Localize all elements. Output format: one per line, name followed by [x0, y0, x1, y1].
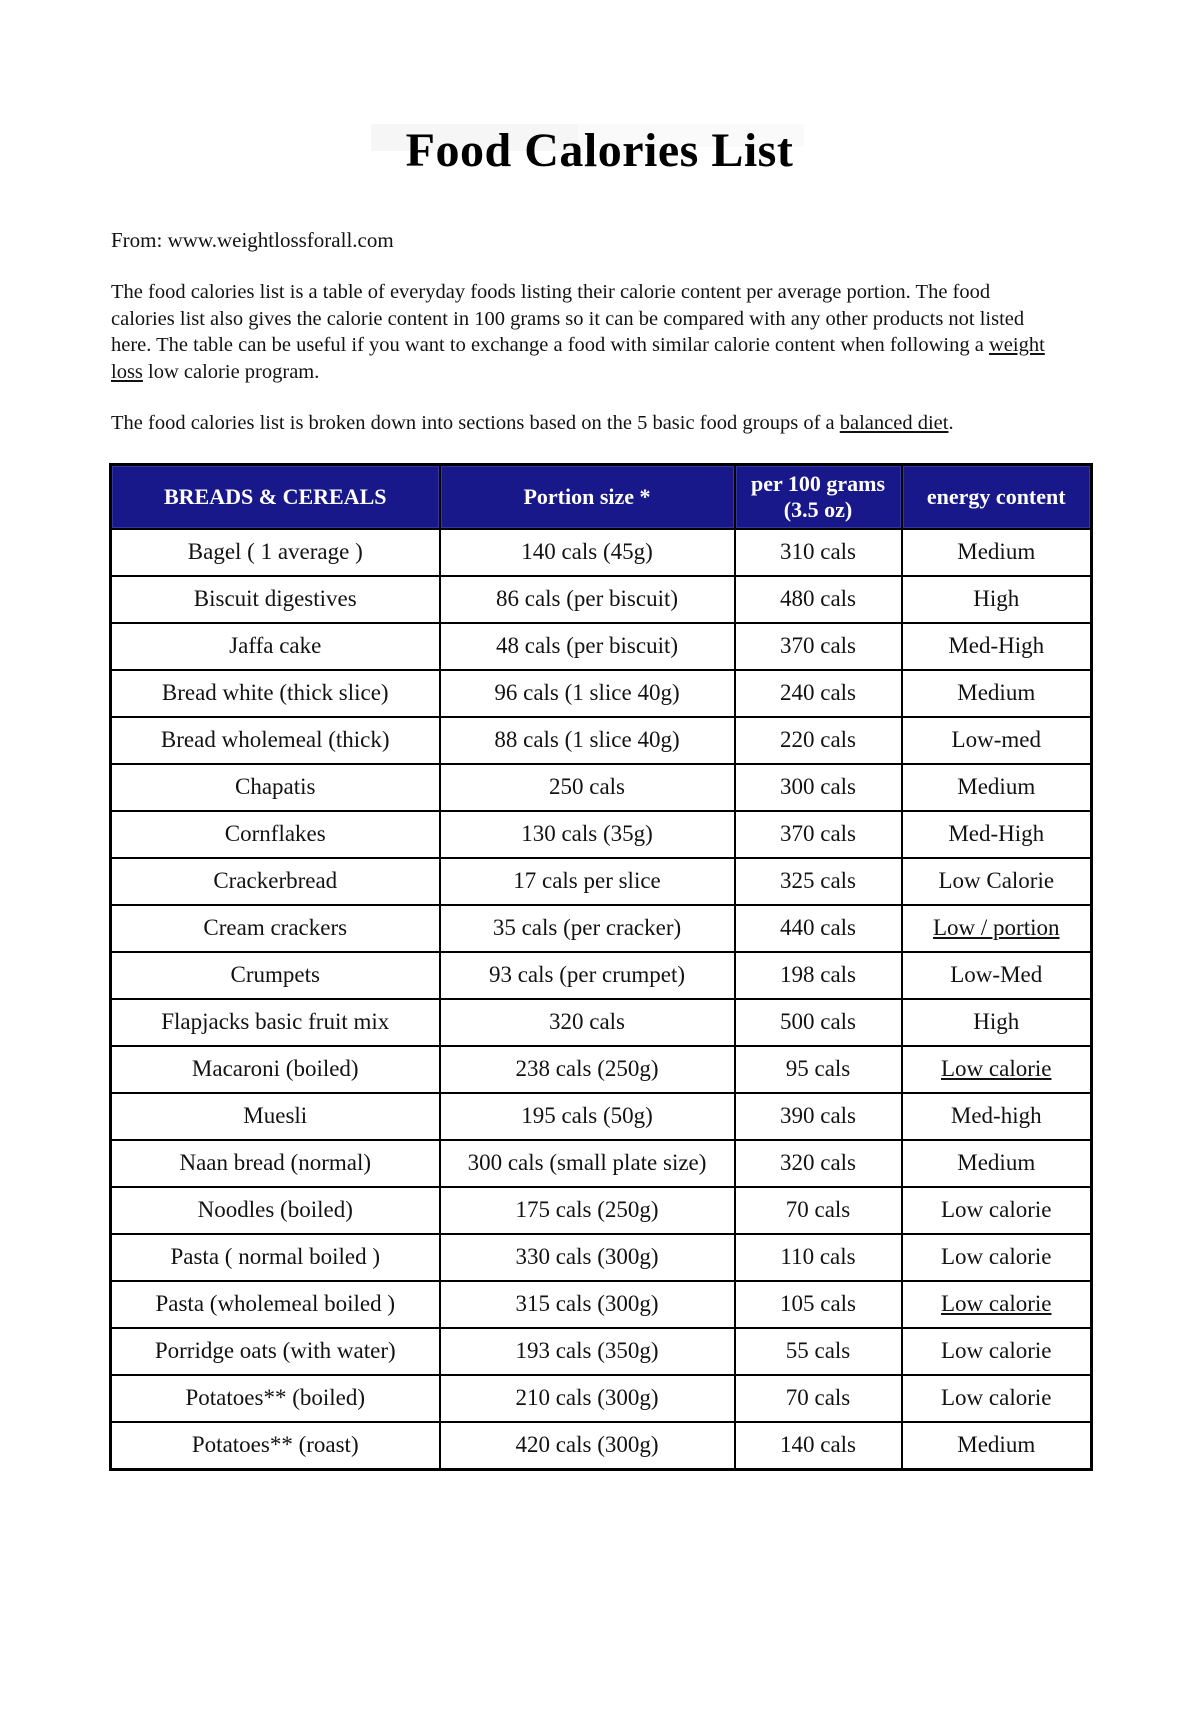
energy-cell: Low calorie: [902, 1234, 1092, 1281]
document-page: [109, 124, 1090, 1471]
portion-cell: 195 cals (50g): [440, 1093, 735, 1140]
underlined-energy-value: Low calorie: [941, 1291, 1052, 1316]
per100-cell: 370 cals: [735, 623, 902, 670]
table-row: [111, 1422, 1092, 1470]
per100-cell: 500 cals: [735, 999, 902, 1046]
energy-cell: Low calorie: [902, 1328, 1092, 1375]
energy-cell: Low calorie: [902, 1187, 1092, 1234]
table-row: [111, 670, 1092, 717]
table-row: [111, 529, 1092, 576]
energy-cell: Medium: [902, 529, 1092, 576]
sections-text-before-link: The food calories list is broken down into sections based on the 5 basic food groups of a: [111, 412, 840, 434]
food-cell: Macaroni (boiled): [111, 1046, 440, 1093]
portion-cell: 320 cals: [440, 999, 735, 1046]
energy-cell: Med-High: [902, 811, 1092, 858]
table-row: [111, 623, 1092, 670]
portion-cell: 330 cals (300g): [440, 1234, 735, 1281]
portion-cell: 35 cals (per cracker): [440, 905, 735, 952]
energy-cell: Medium: [902, 764, 1092, 811]
food-cell: Bread wholemeal (thick): [111, 717, 440, 764]
portion-cell: 250 cals: [440, 764, 735, 811]
food-cell: Noodles (boiled): [111, 1187, 440, 1234]
per100-cell: 140 cals: [735, 1422, 902, 1470]
portion-cell: 300 cals (small plate size): [440, 1140, 735, 1187]
food-cell: Crumpets: [111, 952, 440, 999]
table-row: [111, 1281, 1092, 1328]
energy-cell: Low Calorie: [902, 858, 1092, 905]
table-header-row: [111, 464, 1092, 529]
energy-cell: Med-High: [902, 623, 1092, 670]
per100-cell: 95 cals: [735, 1046, 902, 1093]
per100-cell: 310 cals: [735, 529, 902, 576]
sections-text-after-link: .: [948, 412, 954, 434]
portion-cell: 48 cals (per biscuit): [440, 623, 735, 670]
portion-cell: 86 cals (per biscuit): [440, 576, 735, 623]
food-calories-table: [109, 463, 1093, 1471]
portion-cell: 238 cals (250g): [440, 1046, 735, 1093]
table-row: [111, 811, 1092, 858]
weight-loss-link[interactable]: weight loss: [111, 334, 1045, 383]
portion-cell: 17 cals per slice: [440, 858, 735, 905]
table-row: [111, 1328, 1092, 1375]
table-row: [111, 999, 1092, 1046]
energy-cell: Medium: [902, 670, 1092, 717]
food-cell: Bagel ( 1 average ): [111, 529, 440, 576]
portion-cell: 140 cals (45g): [440, 529, 735, 576]
intro-text-before-link: The food calories list is a table of everyday foods listing their calorie content per average portion. The food calories list also gives the calorie content in 100 grams so it can be compared with any other products not listed here. The table can be useful if you want to exchange a food with similar calorie content when following a: [111, 281, 1025, 356]
per100-cell: 440 cals: [735, 905, 902, 952]
per100-cell: 240 cals: [735, 670, 902, 717]
energy-cell: Low-Med: [902, 952, 1092, 999]
table-row: [111, 576, 1092, 623]
per100-cell: 220 cals: [735, 717, 902, 764]
per100-cell: 325 cals: [735, 858, 902, 905]
energy-cell: High: [902, 576, 1092, 623]
table-row: [111, 1046, 1092, 1093]
food-cell: Crackerbread: [111, 858, 440, 905]
food-cell: Pasta ( normal boiled ): [111, 1234, 440, 1281]
energy-cell: Medium: [902, 1422, 1092, 1470]
portion-cell: 130 cals (35g): [440, 811, 735, 858]
table-row: [111, 952, 1092, 999]
table-header: [111, 464, 1092, 529]
header-breads-cereals: BREADS & CEREALS: [111, 464, 440, 529]
portion-cell: 88 cals (1 slice 40g): [440, 717, 735, 764]
food-cell: Flapjacks basic fruit mix: [111, 999, 440, 1046]
portion-cell: 420 cals (300g): [440, 1422, 735, 1470]
page-title: Food Calories List: [405, 124, 794, 177]
energy-cell: [902, 905, 1092, 952]
portion-cell: 210 cals (300g): [440, 1375, 735, 1422]
underlined-energy-value: Low / portion: [933, 915, 1060, 940]
portion-cell: 193 cals (350g): [440, 1328, 735, 1375]
food-cell: Pasta (wholemeal boiled ): [111, 1281, 440, 1328]
header-energy-content: energy content: [902, 464, 1092, 529]
food-cell: Biscuit digestives: [111, 576, 440, 623]
sections-paragraph: [111, 410, 1056, 437]
portion-cell: 315 cals (300g): [440, 1281, 735, 1328]
per100-cell: 300 cals: [735, 764, 902, 811]
header-portion-size: Portion size *: [440, 464, 735, 529]
food-cell: Chapatis: [111, 764, 440, 811]
energy-cell: Med-high: [902, 1093, 1092, 1140]
food-cell: Potatoes** (roast): [111, 1422, 440, 1470]
food-cell: Porridge oats (with water): [111, 1328, 440, 1375]
per100-cell: 320 cals: [735, 1140, 902, 1187]
table-row: [111, 858, 1092, 905]
energy-cell: [902, 1281, 1092, 1328]
source-line: From: www.weightlossforall.com: [111, 228, 394, 252]
per100-cell: 198 cals: [735, 952, 902, 999]
portion-cell: 93 cals (per crumpet): [440, 952, 735, 999]
energy-cell: High: [902, 999, 1092, 1046]
per100-cell: 480 cals: [735, 576, 902, 623]
food-cell: Cornflakes: [111, 811, 440, 858]
intro-text-after-link: low calorie program.: [142, 360, 320, 383]
per100-cell: 55 cals: [735, 1328, 902, 1375]
portion-cell: 175 cals (250g): [440, 1187, 735, 1234]
table-row: [111, 1234, 1092, 1281]
underlined-energy-value: Low calorie: [941, 1056, 1052, 1081]
table-body: [111, 529, 1092, 1470]
header-per-100-grams: per 100 grams (3.5 oz): [735, 464, 902, 529]
per100-cell: 370 cals: [735, 811, 902, 858]
table-row: [111, 764, 1092, 811]
table-row: [111, 1187, 1092, 1234]
table-row: [111, 717, 1092, 764]
table-row: [111, 1140, 1092, 1187]
per100-cell: 70 cals: [735, 1375, 902, 1422]
table-row: [111, 1375, 1092, 1422]
per100-cell: 105 cals: [735, 1281, 902, 1328]
food-cell: Muesli: [111, 1093, 440, 1140]
food-cell: Jaffa cake: [111, 623, 440, 670]
energy-cell: Low-med: [902, 717, 1092, 764]
per100-cell: 390 cals: [735, 1093, 902, 1140]
food-cell: Potatoes** (boiled): [111, 1375, 440, 1422]
portion-cell: 96 cals (1 slice 40g): [440, 670, 735, 717]
energy-cell: [902, 1046, 1092, 1093]
table-row: [111, 905, 1092, 952]
food-cell: Naan bread (normal): [111, 1140, 440, 1187]
per100-cell: 110 cals: [735, 1234, 902, 1281]
energy-cell: Medium: [902, 1140, 1092, 1187]
energy-cell: Low calorie: [902, 1375, 1092, 1422]
balanced-diet-link[interactable]: balanced diet: [839, 412, 949, 434]
table-row: [111, 1093, 1092, 1140]
food-cell: Bread white (thick slice): [111, 670, 440, 717]
per100-cell: 70 cals: [735, 1187, 902, 1234]
food-cell: Cream crackers: [111, 905, 440, 952]
intro-paragraph: [111, 279, 1056, 385]
